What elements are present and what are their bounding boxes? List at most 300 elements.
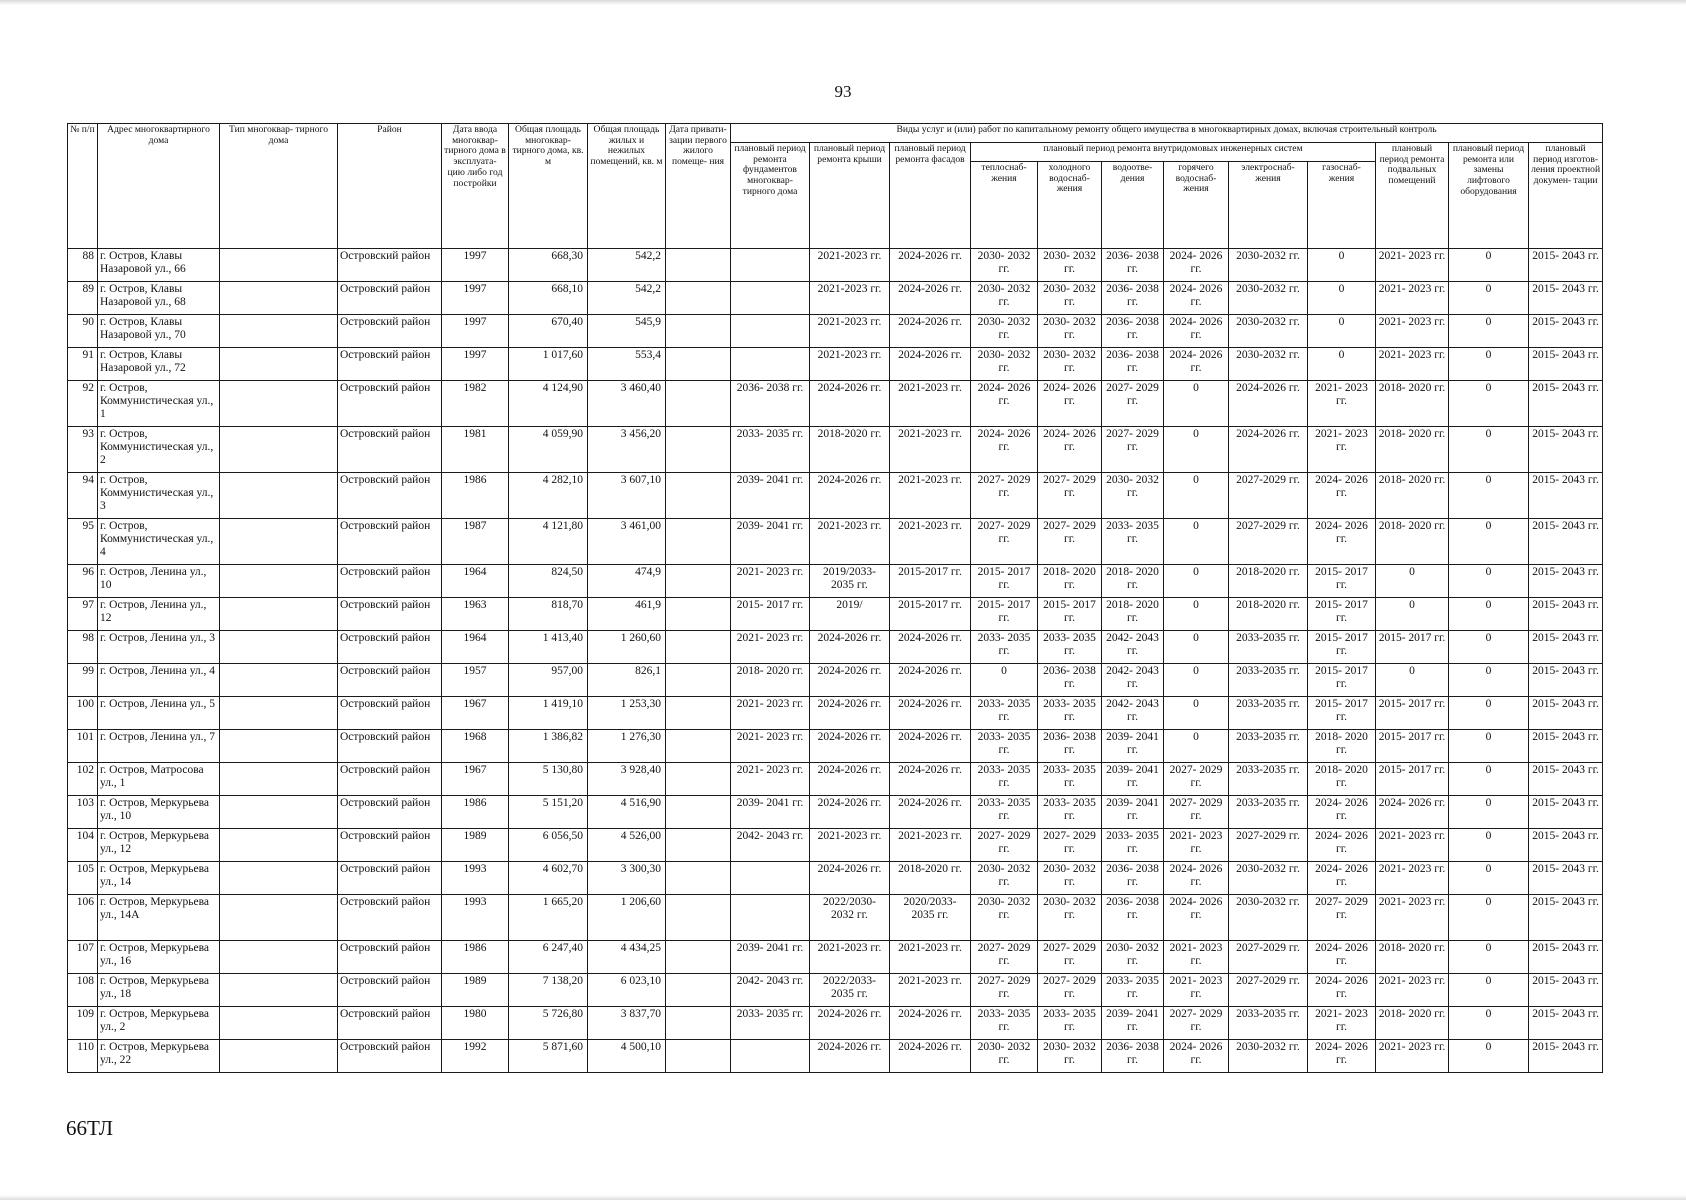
- cell-house-type: [220, 829, 338, 862]
- cell-house-type: [220, 895, 338, 941]
- table-row: [68, 427, 1603, 473]
- cell-address: г. Остров, Ленина ул., 4: [98, 664, 220, 697]
- cell-living-area: 1 276,30: [588, 730, 666, 763]
- cell-cold-water: 2024- 2026 гг.: [1038, 381, 1102, 427]
- cell-district: Островский район: [338, 1040, 442, 1073]
- cell-hot-water: 2024- 2026 гг.: [1164, 249, 1229, 282]
- cell-basement: 0: [1376, 565, 1449, 598]
- cell-address: г. Остров, Ленина ул., 12: [98, 598, 220, 631]
- cell-address: г. Остров, Меркурьева ул., 16: [98, 941, 220, 974]
- cell-roof: 2022/2033- 2035 гг.: [810, 974, 890, 1007]
- header-roof: плановый период ремонта крыши: [810, 143, 890, 249]
- cell-heating: 2033- 2035 гг.: [971, 631, 1038, 664]
- cell-roof: 2024-2026 гг.: [810, 730, 890, 763]
- cell-foundation: [731, 895, 810, 941]
- cell-total-area: 668,10: [509, 282, 588, 315]
- cell-district: Островский район: [338, 348, 442, 381]
- cell-roof: 2024-2026 гг.: [810, 664, 890, 697]
- cell-foundation: 2015- 2017 гг.: [731, 598, 810, 631]
- cell-roof: 2022/2030- 2032 гг.: [810, 895, 890, 941]
- cell-drainage: 2039- 2041 гг.: [1102, 763, 1164, 796]
- cell-living-area: 1 206,60: [588, 895, 666, 941]
- cell-heating: 2027- 2029 гг.: [971, 473, 1038, 519]
- cell-facade: 2024-2026 гг.: [890, 348, 971, 381]
- cell-year: 1964: [442, 565, 509, 598]
- cell-privatization: [666, 796, 731, 829]
- cell-living-area: 1 253,30: [588, 697, 666, 730]
- cell-gas: 2018- 2020 гг.: [1308, 730, 1376, 763]
- cell-basement: 2018- 2020 гг.: [1376, 519, 1449, 565]
- cell-house-type: [220, 763, 338, 796]
- cell-year: 1981: [442, 427, 509, 473]
- cell-no: 96: [68, 565, 98, 598]
- cell-no: 93: [68, 427, 98, 473]
- cell-cold-water: 2036- 2038 гг.: [1038, 730, 1102, 763]
- cell-facade: 2021-2023 гг.: [890, 427, 971, 473]
- cell-address: г. Остров, Меркурьева ул., 10: [98, 796, 220, 829]
- cell-hot-water: 0: [1164, 381, 1229, 427]
- cell-year: 1997: [442, 249, 509, 282]
- cell-basement: 0: [1376, 664, 1449, 697]
- cell-cold-water: 2027- 2029 гг.: [1038, 519, 1102, 565]
- cell-heating: 2030- 2032 гг.: [971, 282, 1038, 315]
- cell-living-area: 3 456,20: [588, 427, 666, 473]
- cell-heating: 2027- 2029 гг.: [971, 829, 1038, 862]
- cell-facade: 2021-2023 гг.: [890, 829, 971, 862]
- cell-heating: 2033- 2035 гг.: [971, 1007, 1038, 1040]
- cell-elevator: 0: [1449, 473, 1529, 519]
- cell-gas: 2018- 2020 гг.: [1308, 763, 1376, 796]
- cell-privatization: [666, 763, 731, 796]
- cell-district: Островский район: [338, 829, 442, 862]
- cell-house-type: [220, 565, 338, 598]
- cell-year: 1987: [442, 519, 509, 565]
- cell-roof: 2021-2023 гг.: [810, 519, 890, 565]
- table-row: [68, 1040, 1603, 1073]
- cell-privatization: [666, 730, 731, 763]
- cell-electricity: 2033-2035 гг.: [1229, 763, 1308, 796]
- cell-facade: 2024-2026 гг.: [890, 1007, 971, 1040]
- cell-district: Островский район: [338, 598, 442, 631]
- header-design-docs: плановый период изготов- ления проектной докумен- тации: [1529, 143, 1603, 249]
- cell-privatization: [666, 1040, 731, 1073]
- cell-house-type: [220, 631, 338, 664]
- cell-roof: 2021-2023 гг.: [810, 282, 890, 315]
- cell-address: г. Остров, Ленина ул., 7: [98, 730, 220, 763]
- cell-roof: 2024-2026 гг.: [810, 862, 890, 895]
- cell-elevator: 0: [1449, 895, 1529, 941]
- cell-hot-water: 0: [1164, 697, 1229, 730]
- cell-foundation: [731, 315, 810, 348]
- cell-elevator: 0: [1449, 348, 1529, 381]
- cell-facade: 2024-2026 гг.: [890, 315, 971, 348]
- cell-house-type: [220, 974, 338, 1007]
- header-electricity: электроснаб- жения: [1229, 162, 1308, 249]
- cell-elevator: 0: [1449, 315, 1529, 348]
- cell-privatization: [666, 598, 731, 631]
- cell-address: г. Остров, Коммунистическая ул., 1: [98, 381, 220, 427]
- cell-facade: 2024-2026 гг.: [890, 1040, 971, 1073]
- cell-house-type: [220, 519, 338, 565]
- table-row: [68, 381, 1603, 427]
- table-row: [68, 249, 1603, 282]
- cell-house-type: [220, 315, 338, 348]
- cell-district: Островский район: [338, 519, 442, 565]
- cell-design-docs: 2015- 2043 гг.: [1529, 315, 1603, 348]
- cell-drainage: 2033- 2035 гг.: [1102, 519, 1164, 565]
- cell-living-area: 3 300,30: [588, 862, 666, 895]
- cell-year: 1957: [442, 664, 509, 697]
- cell-foundation: 2021- 2023 гг.: [731, 565, 810, 598]
- cell-gas: 2024- 2026 гг.: [1308, 796, 1376, 829]
- scan-bottom-edge: [0, 1195, 1686, 1200]
- cell-drainage: 2027- 2029 гг.: [1102, 381, 1164, 427]
- cell-gas: 0: [1308, 348, 1376, 381]
- cell-heating: 2033- 2035 гг.: [971, 796, 1038, 829]
- cell-house-type: [220, 1040, 338, 1073]
- cell-no: 104: [68, 829, 98, 862]
- cell-district: Островский район: [338, 282, 442, 315]
- cell-facade: 2024-2026 гг.: [890, 697, 971, 730]
- cell-roof: 2021-2023 гг.: [810, 315, 890, 348]
- cell-year: 1997: [442, 348, 509, 381]
- cell-facade: 2021-2023 гг.: [890, 519, 971, 565]
- cell-design-docs: 2015- 2043 гг.: [1529, 1007, 1603, 1040]
- cell-no: 102: [68, 763, 98, 796]
- cell-privatization: [666, 1007, 731, 1040]
- cell-year: 1989: [442, 829, 509, 862]
- cell-district: Островский район: [338, 974, 442, 1007]
- cell-address: г. Остров, Клавы Назаровой ул., 66: [98, 249, 220, 282]
- cell-design-docs: 2015- 2043 гг.: [1529, 598, 1603, 631]
- capital-repair-table: [67, 123, 1603, 1073]
- cell-foundation: 2021- 2023 гг.: [731, 631, 810, 664]
- cell-total-area: 4 602,70: [509, 862, 588, 895]
- cell-year: 1989: [442, 974, 509, 1007]
- cell-cold-water: 2027- 2029 гг.: [1038, 473, 1102, 519]
- cell-cold-water: 2030- 2032 гг.: [1038, 348, 1102, 381]
- cell-year: 1968: [442, 730, 509, 763]
- header-no: № п/п: [68, 124, 98, 249]
- cell-roof: 2019/2033- 2035 гг.: [810, 565, 890, 598]
- cell-privatization: [666, 895, 731, 941]
- cell-living-area: 4 516,90: [588, 796, 666, 829]
- cell-roof: 2024-2026 гг.: [810, 473, 890, 519]
- cell-electricity: 2030-2032 гг.: [1229, 315, 1308, 348]
- scan-top-edge: [0, 0, 1686, 5]
- cell-basement: 2015- 2017 гг.: [1376, 730, 1449, 763]
- cell-basement: 2021- 2023 гг.: [1376, 282, 1449, 315]
- cell-living-area: 545,9: [588, 315, 666, 348]
- cell-district: Островский район: [338, 315, 442, 348]
- cell-cold-water: 2030- 2032 гг.: [1038, 862, 1102, 895]
- cell-design-docs: 2015- 2043 гг.: [1529, 348, 1603, 381]
- cell-district: Островский район: [338, 249, 442, 282]
- cell-year: 1997: [442, 315, 509, 348]
- cell-living-area: 4 434,25: [588, 941, 666, 974]
- cell-house-type: [220, 473, 338, 519]
- cell-elevator: 0: [1449, 763, 1529, 796]
- cell-hot-water: 2021- 2023 гг.: [1164, 829, 1229, 862]
- cell-basement: 2018- 2020 гг.: [1376, 427, 1449, 473]
- header-gas: газоснаб- жения: [1308, 162, 1376, 249]
- cell-privatization: [666, 631, 731, 664]
- table-row: [68, 664, 1603, 697]
- cell-total-area: 1 386,82: [509, 730, 588, 763]
- cell-hot-water: 0: [1164, 427, 1229, 473]
- cell-address: г. Остров, Клавы Назаровой ул., 68: [98, 282, 220, 315]
- cell-privatization: [666, 829, 731, 862]
- cell-total-area: 5 726,80: [509, 1007, 588, 1040]
- cell-year: 1964: [442, 631, 509, 664]
- cell-heating: 2030- 2032 гг.: [971, 1040, 1038, 1073]
- header-total-area: Общая площадь многоквар- тирного дома, кв. м: [509, 124, 588, 249]
- cell-hot-water: 2024- 2026 гг.: [1164, 282, 1229, 315]
- cell-heating: 0: [971, 664, 1038, 697]
- cell-elevator: 0: [1449, 941, 1529, 974]
- cell-drainage: 2036- 2038 гг.: [1102, 862, 1164, 895]
- cell-facade: 2024-2026 гг.: [890, 796, 971, 829]
- cell-heating: 2024- 2026 гг.: [971, 381, 1038, 427]
- cell-basement: 2021- 2023 гг.: [1376, 315, 1449, 348]
- cell-no: 92: [68, 381, 98, 427]
- header-elevator: плановый период ремонта или замены лифтового оборудования: [1449, 143, 1529, 249]
- cell-cold-water: 2027- 2029 гг.: [1038, 974, 1102, 1007]
- cell-basement: 2021- 2023 гг.: [1376, 974, 1449, 1007]
- cell-roof: 2024-2026 гг.: [810, 796, 890, 829]
- cell-facade: 2021-2023 гг.: [890, 473, 971, 519]
- cell-address: г. Остров, Клавы Назаровой ул., 70: [98, 315, 220, 348]
- cell-foundation: 2018- 2020 гг.: [731, 664, 810, 697]
- cell-basement: 2021- 2023 гг.: [1376, 1040, 1449, 1073]
- cell-house-type: [220, 862, 338, 895]
- cell-living-area: 461,9: [588, 598, 666, 631]
- header-services-group: Виды услуг и (или) работ по капитальному ремонту общего имущества в многоквартирных домах, включая строительный контроль: [731, 124, 1603, 143]
- cell-basement: 2018- 2020 гг.: [1376, 941, 1449, 974]
- cell-electricity: 2027-2029 гг.: [1229, 829, 1308, 862]
- cell-cold-water: 2027- 2029 гг.: [1038, 829, 1102, 862]
- header-heating: теплоснаб- жения: [971, 162, 1038, 249]
- cell-basement: 0: [1376, 598, 1449, 631]
- cell-facade: 2021-2023 гг.: [890, 974, 971, 1007]
- cell-house-type: [220, 598, 338, 631]
- header-cold-water: холодного водоснаб- жения: [1038, 162, 1102, 249]
- cell-elevator: 0: [1449, 974, 1529, 1007]
- cell-district: Островский район: [338, 697, 442, 730]
- table-row: [68, 829, 1603, 862]
- cell-electricity: 2033-2035 гг.: [1229, 796, 1308, 829]
- cell-address: г. Остров, Меркурьева ул., 14: [98, 862, 220, 895]
- cell-design-docs: 2015- 2043 гг.: [1529, 697, 1603, 730]
- table-row: [68, 519, 1603, 565]
- cell-drainage: 2036- 2038 гг.: [1102, 315, 1164, 348]
- cell-foundation: 2021- 2023 гг.: [731, 763, 810, 796]
- cell-foundation: 2042- 2043 гг.: [731, 974, 810, 1007]
- cell-total-area: 1 413,40: [509, 631, 588, 664]
- cell-total-area: 1 665,20: [509, 895, 588, 941]
- table-row: [68, 974, 1603, 1007]
- cell-basement: 2024- 2026 гг.: [1376, 796, 1449, 829]
- cell-gas: 2024- 2026 гг.: [1308, 829, 1376, 862]
- cell-electricity: 2030-2032 гг.: [1229, 249, 1308, 282]
- cell-year: 1993: [442, 862, 509, 895]
- cell-total-area: 4 059,90: [509, 427, 588, 473]
- cell-no: 88: [68, 249, 98, 282]
- cell-elevator: 0: [1449, 282, 1529, 315]
- cell-drainage: 2018- 2020 гг.: [1102, 565, 1164, 598]
- cell-total-area: 6 056,50: [509, 829, 588, 862]
- cell-living-area: 3 460,40: [588, 381, 666, 427]
- cell-district: Островский район: [338, 862, 442, 895]
- cell-total-area: 1 419,10: [509, 697, 588, 730]
- cell-year: 1992: [442, 1040, 509, 1073]
- cell-district: Островский район: [338, 381, 442, 427]
- cell-heating: 2024- 2026 гг.: [971, 427, 1038, 473]
- cell-foundation: 2042- 2043 гг.: [731, 829, 810, 862]
- cell-address: г. Остров, Ленина ул., 10: [98, 565, 220, 598]
- header-district: Район: [338, 124, 442, 249]
- cell-basement: 2021- 2023 гг.: [1376, 249, 1449, 282]
- cell-total-area: 824,50: [509, 565, 588, 598]
- table-row: [68, 763, 1603, 796]
- cell-elevator: 0: [1449, 664, 1529, 697]
- cell-hot-water: 2024- 2026 гг.: [1164, 862, 1229, 895]
- table-row: [68, 565, 1603, 598]
- cell-elevator: 0: [1449, 565, 1529, 598]
- cell-design-docs: 2015- 2043 гг.: [1529, 427, 1603, 473]
- cell-elevator: 0: [1449, 829, 1529, 862]
- cell-drainage: 2033- 2035 гг.: [1102, 974, 1164, 1007]
- cell-address: г. Остров, Меркурьева ул., 22: [98, 1040, 220, 1073]
- cell-cold-water: 2030- 2032 гг.: [1038, 895, 1102, 941]
- cell-roof: 2024-2026 гг.: [810, 1040, 890, 1073]
- cell-privatization: [666, 664, 731, 697]
- cell-privatization: [666, 381, 731, 427]
- cell-no: 94: [68, 473, 98, 519]
- cell-electricity: 2030-2032 гг.: [1229, 895, 1308, 941]
- cell-basement: 2021- 2023 гг.: [1376, 348, 1449, 381]
- cell-design-docs: 2015- 2043 гг.: [1529, 664, 1603, 697]
- cell-gas: 2024- 2026 гг.: [1308, 519, 1376, 565]
- cell-living-area: 3 607,10: [588, 473, 666, 519]
- cell-cold-water: 2030- 2032 гг.: [1038, 315, 1102, 348]
- header-basement: плановый период ремонта подвальных помещений: [1376, 143, 1449, 249]
- cell-privatization: [666, 697, 731, 730]
- cell-elevator: 0: [1449, 427, 1529, 473]
- cell-elevator: 0: [1449, 1007, 1529, 1040]
- cell-roof: 2021-2023 гг.: [810, 941, 890, 974]
- cell-gas: 0: [1308, 249, 1376, 282]
- cell-no: 107: [68, 941, 98, 974]
- cell-basement: 2021- 2023 гг.: [1376, 862, 1449, 895]
- cell-hot-water: 2021- 2023 гг.: [1164, 974, 1229, 1007]
- table-row: [68, 730, 1603, 763]
- cell-total-area: 5 871,60: [509, 1040, 588, 1073]
- cell-cold-water: 2033- 2035 гг.: [1038, 1007, 1102, 1040]
- cell-total-area: 4 124,90: [509, 381, 588, 427]
- cell-electricity: 2018-2020 гг.: [1229, 565, 1308, 598]
- cell-electricity: 2027-2029 гг.: [1229, 473, 1308, 519]
- cell-cold-water: 2033- 2035 гг.: [1038, 697, 1102, 730]
- cell-living-area: 4 526,00: [588, 829, 666, 862]
- cell-gas: 2015- 2017 гг.: [1308, 664, 1376, 697]
- table-row: [68, 473, 1603, 519]
- cell-heating: 2030- 2032 гг.: [971, 895, 1038, 941]
- cell-gas: 2024- 2026 гг.: [1308, 974, 1376, 1007]
- cell-district: Островский район: [338, 895, 442, 941]
- cell-hot-water: 2027- 2029 гг.: [1164, 763, 1229, 796]
- table-row: [68, 1007, 1603, 1040]
- cell-total-area: 5 130,80: [509, 763, 588, 796]
- cell-electricity: 2033-2035 гг.: [1229, 631, 1308, 664]
- cell-no: 100: [68, 697, 98, 730]
- cell-hot-water: 2024- 2026 гг.: [1164, 315, 1229, 348]
- cell-gas: 2021- 2023 гг.: [1308, 381, 1376, 427]
- cell-elevator: 0: [1449, 697, 1529, 730]
- cell-elevator: 0: [1449, 862, 1529, 895]
- cell-hot-water: 0: [1164, 519, 1229, 565]
- cell-year: 1993: [442, 895, 509, 941]
- cell-basement: 2021- 2023 гг.: [1376, 895, 1449, 941]
- cell-privatization: [666, 473, 731, 519]
- table-header: [68, 124, 1603, 249]
- cell-cold-water: 2030- 2032 гг.: [1038, 249, 1102, 282]
- cell-roof: 2024-2026 гг.: [810, 631, 890, 664]
- cell-basement: 2015- 2017 гг.: [1376, 631, 1449, 664]
- cell-house-type: [220, 1007, 338, 1040]
- cell-no: 89: [68, 282, 98, 315]
- cell-electricity: 2027-2029 гг.: [1229, 974, 1308, 1007]
- cell-foundation: [731, 1040, 810, 1073]
- cell-gas: 2015- 2017 гг.: [1308, 565, 1376, 598]
- cell-electricity: 2033-2035 гг.: [1229, 730, 1308, 763]
- cell-hot-water: 2027- 2029 гг.: [1164, 796, 1229, 829]
- cell-elevator: 0: [1449, 796, 1529, 829]
- cell-house-type: [220, 796, 338, 829]
- cell-drainage: 2039- 2041 гг.: [1102, 730, 1164, 763]
- cell-gas: 2024- 2026 гг.: [1308, 862, 1376, 895]
- cell-gas: 2024- 2026 гг.: [1308, 473, 1376, 519]
- cell-district: Островский район: [338, 730, 442, 763]
- cell-address: г. Остров, Коммунистическая ул., 4: [98, 519, 220, 565]
- cell-heating: 2015- 2017 гг.: [971, 565, 1038, 598]
- table-row: [68, 348, 1603, 381]
- cell-year: 1986: [442, 941, 509, 974]
- cell-design-docs: 2015- 2043 гг.: [1529, 565, 1603, 598]
- cell-basement: 2018- 2020 гг.: [1376, 381, 1449, 427]
- cell-roof: 2018-2020 гг.: [810, 427, 890, 473]
- cell-design-docs: 2015- 2043 гг.: [1529, 895, 1603, 941]
- cell-year: 1986: [442, 796, 509, 829]
- cell-facade: 2015-2017 гг.: [890, 598, 971, 631]
- cell-living-area: 542,2: [588, 249, 666, 282]
- cell-elevator: 0: [1449, 249, 1529, 282]
- cell-living-area: 553,4: [588, 348, 666, 381]
- cell-district: Островский район: [338, 631, 442, 664]
- cell-living-area: 1 260,60: [588, 631, 666, 664]
- cell-address: г. Остров, Меркурьева ул., 14А: [98, 895, 220, 941]
- cell-house-type: [220, 941, 338, 974]
- cell-drainage: 2036- 2038 гг.: [1102, 249, 1164, 282]
- cell-design-docs: 2015- 2043 гг.: [1529, 974, 1603, 1007]
- cell-electricity: 2030-2032 гг.: [1229, 348, 1308, 381]
- cell-total-area: 1 017,60: [509, 348, 588, 381]
- cell-heating: 2027- 2029 гг.: [971, 519, 1038, 565]
- cell-house-type: [220, 249, 338, 282]
- cell-living-area: 6 023,10: [588, 974, 666, 1007]
- cell-design-docs: 2015- 2043 гг.: [1529, 941, 1603, 974]
- cell-drainage: 2042- 2043 гг.: [1102, 697, 1164, 730]
